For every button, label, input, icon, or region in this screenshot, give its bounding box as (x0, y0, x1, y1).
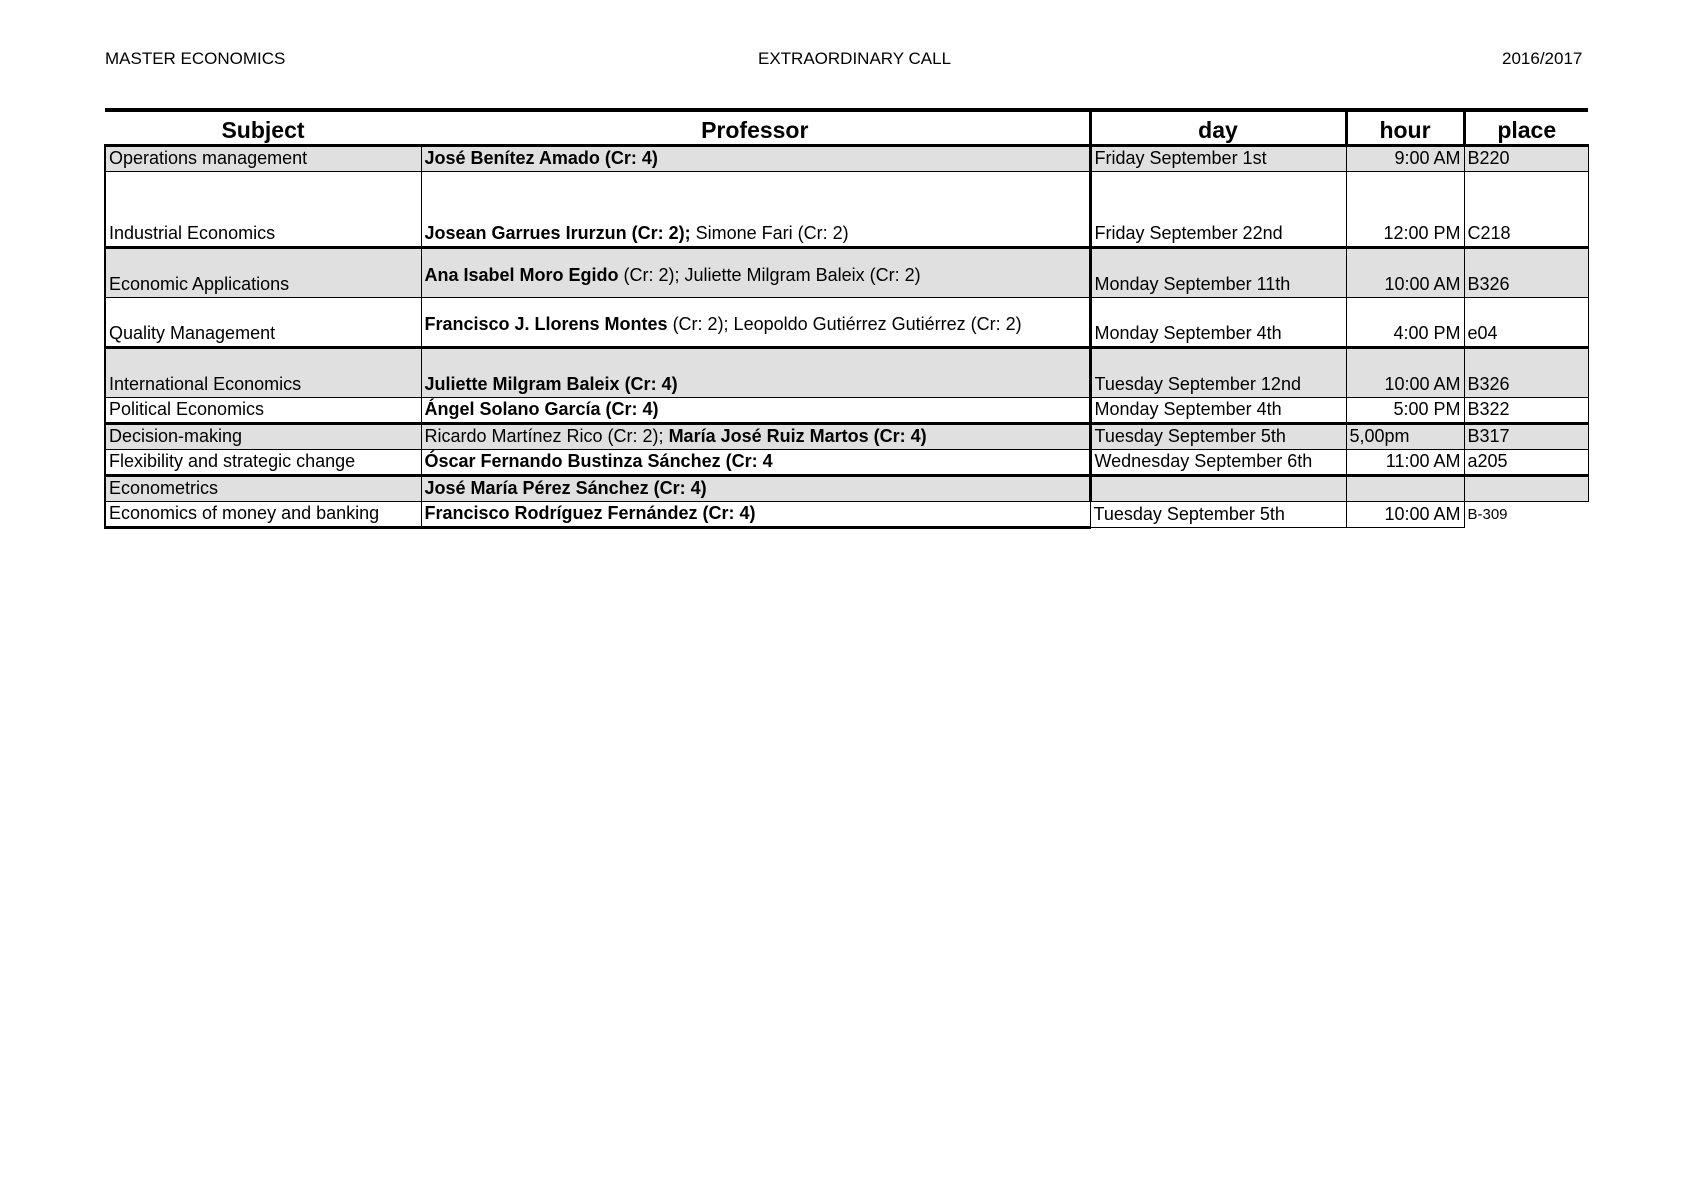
hour-cell: 5,00pm (1346, 424, 1464, 450)
day-cell: Tuesday September 5th (1090, 424, 1346, 450)
subject-cell: International Economics (105, 348, 421, 398)
place-cell: B326 (1464, 348, 1588, 398)
hour-cell (1346, 476, 1464, 502)
table-row (105, 450, 1588, 476)
place-cell: e04 (1464, 298, 1588, 348)
hour-cell: 11:00 AM (1346, 450, 1464, 476)
place-cell (1464, 476, 1588, 502)
hour-cell: 4:00 PM (1346, 298, 1464, 348)
day-cell: Monday September 4th (1090, 398, 1346, 424)
professor-secondary: Simone Fari (Cr: 2) (690, 223, 849, 243)
column-header-subject: Subject (105, 110, 421, 146)
professor-secondary: Ricardo Martínez Rico (Cr: 2); (424, 426, 669, 446)
professor-primary: José María Pérez Sánchez (Cr: 4) (424, 478, 707, 498)
table-row (105, 146, 1588, 172)
hour-cell: 12:00 PM (1346, 172, 1464, 248)
professor-primary: Josean Garrues Irurzun (Cr: 2); (424, 223, 691, 243)
professor-primary: Francisco J. Llorens Montes (424, 314, 668, 334)
day-cell (1090, 476, 1346, 502)
place-cell: B317 (1464, 424, 1588, 450)
professor-primary: José Benítez Amado (Cr: 4) (424, 148, 658, 168)
subject-cell: Economics of money and banking (105, 502, 421, 528)
subject-cell: Flexibility and strategic change (105, 450, 421, 476)
day-cell: Tuesday September 12nd (1090, 348, 1346, 398)
professor-primary: Óscar Fernando Bustinza Sánchez (Cr: 4 (424, 451, 773, 471)
subject-cell: Industrial Economics (105, 172, 421, 248)
day-cell: Wednesday September 6th (1090, 450, 1346, 476)
column-header-place: place (1464, 110, 1588, 146)
day-cell: Monday September 4th (1090, 298, 1346, 348)
table-row (105, 424, 1588, 450)
table-row (105, 398, 1588, 424)
table-row (105, 248, 1588, 298)
professor-primary: Ana Isabel Moro Egido (424, 265, 619, 285)
table-header-row (105, 110, 1588, 146)
professor-primary: Ángel Solano García (Cr: 4) (424, 399, 659, 419)
column-header-professor: Professor (421, 110, 1090, 146)
table-row (105, 476, 1588, 502)
professor-primary: María José Ruiz Martos (Cr: 4) (668, 426, 927, 446)
professor-cell (421, 348, 1090, 398)
day-cell: Monday September 11th (1090, 248, 1346, 298)
place-cell: a205 (1464, 450, 1588, 476)
professor-cell (421, 424, 1090, 450)
place-cell: B322 (1464, 398, 1588, 424)
professor-primary: Francisco Rodríguez Fernández (Cr: 4) (424, 503, 756, 523)
hour-cell: 10:00 AM (1346, 248, 1464, 298)
subject-cell: Political Economics (105, 398, 421, 424)
subject-cell: Decision-making (105, 424, 421, 450)
professor-secondary: (Cr: 2); Juliette Milgram Baleix (Cr: 2) (618, 265, 921, 285)
table-row (105, 172, 1588, 248)
professor-primary: Juliette Milgram Baleix (Cr: 4) (424, 374, 678, 394)
professor-secondary: (Cr: 2); Leopoldo Gutiérrez Gutiérrez (Cr: 2) (667, 314, 1022, 334)
table-row (105, 298, 1588, 348)
hour-cell: 10:00 AM (1346, 348, 1464, 398)
hour-cell: 5:00 PM (1346, 398, 1464, 424)
place-cell: B-309 (1464, 502, 1588, 528)
day-cell: Tuesday September 5th (1090, 502, 1346, 528)
subject-cell: Quality Management (105, 298, 421, 348)
place-cell: B326 (1464, 248, 1588, 298)
header-call: EXTRAORDINARY CALL (758, 49, 952, 68)
day-cell: Friday September 22nd (1090, 172, 1346, 248)
professor-cell (421, 248, 1090, 298)
place-cell: B220 (1464, 146, 1588, 172)
professor-cell (421, 502, 1090, 528)
professor-cell (421, 146, 1090, 172)
exam-schedule-table (104, 108, 1589, 529)
header-program: MASTER ECONOMICS (105, 49, 286, 68)
professor-cell (421, 298, 1090, 348)
subject-cell: Economic Applications (105, 248, 421, 298)
day-cell: Friday September 1st (1090, 146, 1346, 172)
column-header-hour: hour (1346, 110, 1464, 146)
professor-cell (421, 450, 1090, 476)
hour-cell: 9:00 AM (1346, 146, 1464, 172)
hour-cell: 10:00 AM (1346, 502, 1464, 528)
professor-cell (421, 476, 1090, 502)
column-header-day: day (1090, 110, 1346, 146)
table-row (105, 348, 1588, 398)
header-year: 2016/2017 (1502, 49, 1583, 68)
subject-cell: Econometrics (105, 476, 421, 502)
subject-cell: Operations management (105, 146, 421, 172)
table-row (105, 502, 1588, 528)
professor-cell (421, 172, 1090, 248)
professor-cell (421, 398, 1090, 424)
place-cell: C218 (1464, 172, 1588, 248)
